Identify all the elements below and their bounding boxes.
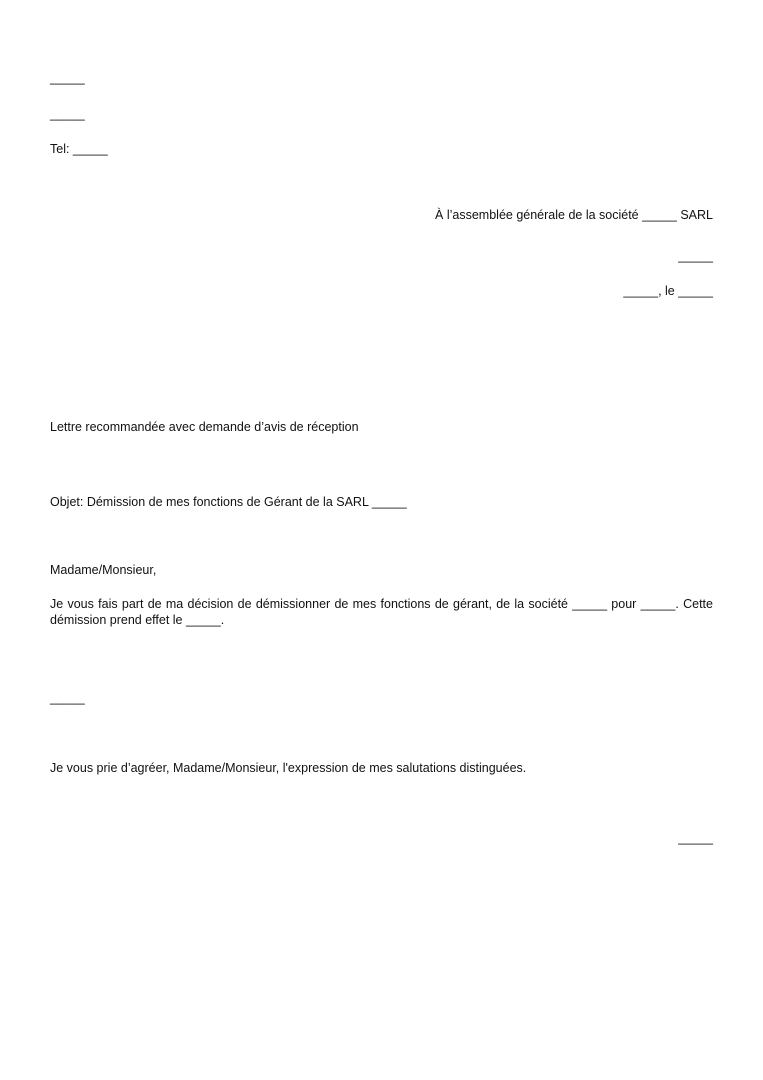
salutation: Madame/Monsieur, [50,563,157,577]
sender-line-1: _____ [50,71,85,85]
sender-line-2: _____ [50,107,85,121]
signature: _____ [678,831,713,845]
delivery-mode: Lettre recommandée avec demande d’avis de réception [50,420,359,434]
recipient-line: À l’assemblée générale de la société _____ SARL [435,208,713,222]
sender-tel: Tel: _____ [50,142,108,156]
closing-formula: Je vous prie d’agréer, Madame/Monsieur, l'expression de mes salutations distinguées. [50,761,527,775]
letter-body: Je vous fais part de ma décision de démissionner de mes fonctions de gérant, de la société _____ pour _____. Cette démission prend effet le _____. [50,597,713,627]
recipient-address: _____ [678,249,713,263]
place-date: _____, le _____ [623,284,713,298]
extra-placeholder: _____ [50,691,85,705]
letter-subject: Objet: Démission de mes fonctions de Gérant de la SARL _____ [50,495,407,509]
